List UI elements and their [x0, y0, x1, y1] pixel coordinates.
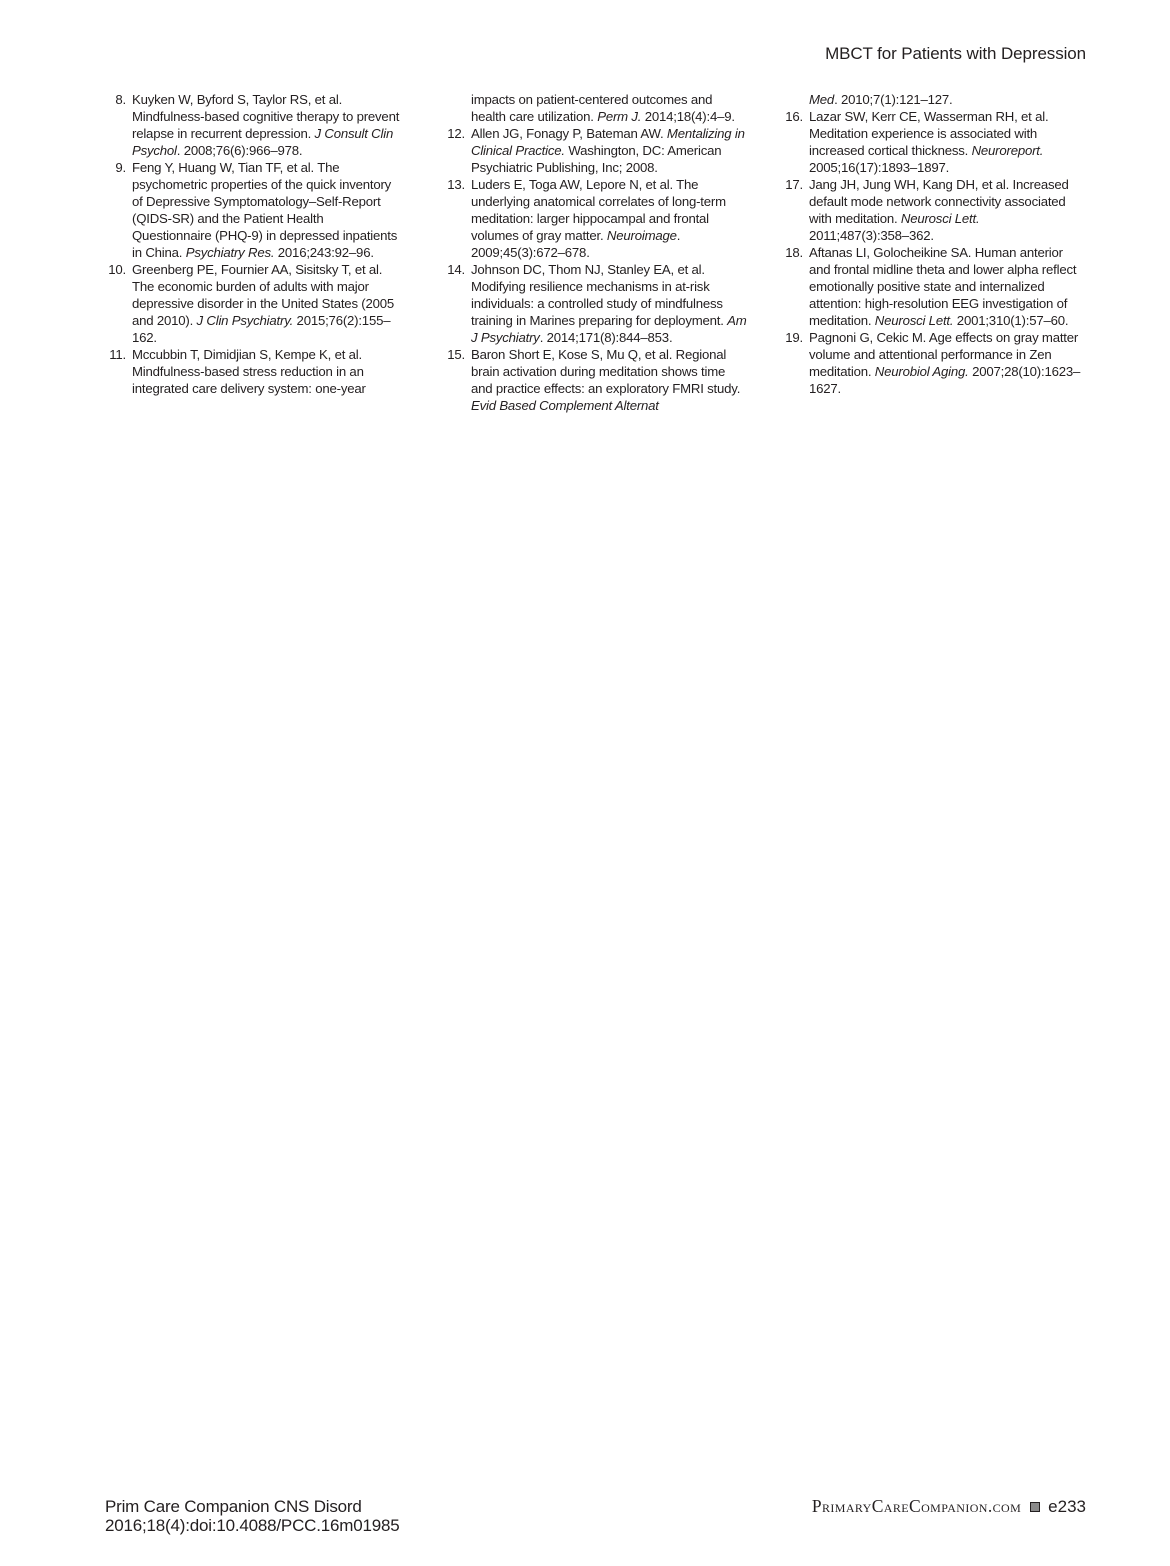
- reference-journal-title: Med: [809, 92, 835, 107]
- reference-item: [443, 346, 749, 414]
- reference-journal-title: Evid Based Complement Alternat: [471, 398, 659, 413]
- reference-text: impacts on patient-centered outcomes and health care utilization.: [471, 92, 713, 124]
- reference-text: 2011;487(3):358–362.: [809, 228, 934, 243]
- reference-item: [104, 346, 404, 397]
- reference-item: [781, 176, 1081, 244]
- reference-journal-title: J Consult Clin Psychol: [132, 126, 394, 158]
- footer-citation: [105, 1497, 400, 1535]
- reference-number: 17.: [785, 177, 803, 192]
- reference-text: 2001;310(1):57–60.: [953, 313, 1069, 328]
- reference-text: Baron Short E, Kose S, Mu Q, et al. Regional brain activation during meditation shows time and practice effects: an exploratory FMRI study.: [471, 347, 741, 396]
- reference-journal-title: Perm J.: [597, 109, 642, 124]
- reference-item: [443, 176, 749, 261]
- reference-column-1: [104, 91, 404, 397]
- footer-site-link[interactable]: PrimaryCareCompanion.com: [811, 1496, 1022, 1516]
- reference-item: [443, 261, 749, 346]
- reference-text: . 2010;7(1):121–127.: [834, 92, 953, 107]
- reference-item: [781, 108, 1081, 176]
- reference-item: [443, 125, 749, 176]
- reference-text: 2014;18(4):4–9.: [641, 109, 735, 124]
- reference-journal-title: Neurosci Lett.: [900, 211, 980, 226]
- reference-number: 9.: [115, 160, 126, 175]
- reference-item: [443, 91, 749, 125]
- reference-text: Kuyken W, Byford S, Taylor RS, et al. Mindfulness-based cognitive therapy to prevent relapse in recurrent depression.: [132, 92, 400, 141]
- reference-journal-title: Mentalizing in Clinical Practice.: [471, 126, 745, 158]
- reference-text: Mccubbin T, Dimidjian S, Kempe K, et al. Mindfulness-based stress reduction in an integrated care delivery system: one-year: [132, 347, 366, 396]
- reference-text: Aftanas LI, Golocheikine SA. Human anterior and frontal midline theta and lower alpha reflect emotionally positive state and internalized attention: high-resolution EEG investigation of meditation.: [809, 245, 1077, 328]
- reference-item: [781, 91, 1081, 108]
- reference-number: 18.: [785, 245, 803, 260]
- reference-text: Pagnoni G, Cekic M. Age effects on gray matter volume and attentional performance in Zen meditation.: [809, 330, 1079, 379]
- separator-square-icon: [1030, 1502, 1040, 1512]
- reference-text: Johnson DC, Thom NJ, Stanley EA, et al. Modifying resilience mechanisms in at-risk individuals: a controlled study of mindfulness training in Marines preparing for deployment.: [471, 262, 728, 328]
- reference-item: [104, 261, 404, 346]
- reference-text: 2016;243:92–96.: [274, 245, 374, 260]
- reference-number: 14.: [447, 262, 465, 277]
- reference-item: [104, 91, 404, 159]
- reference-number: 13.: [447, 177, 465, 192]
- reference-text: . 2008;76(6):966–978.: [176, 143, 303, 158]
- reference-journal-title: Am J Psychiatry: [471, 313, 747, 345]
- reference-item: [104, 159, 404, 261]
- footer-journal-name: Prim Care Companion CNS Disord: [105, 1497, 362, 1516]
- page-number: e233: [1048, 1497, 1086, 1516]
- reference-journal-title: Psychiatry Res.: [185, 245, 275, 260]
- reference-number: 11.: [109, 347, 126, 362]
- reference-text: . 2014;171(8):844–853.: [539, 330, 673, 345]
- reference-item: [781, 244, 1081, 329]
- reference-text: Washington, DC: American Psychiatric Publishing, Inc; 2008.: [471, 143, 722, 175]
- reference-text: 2007;28(10):1623–1627.: [809, 364, 1081, 396]
- reference-number: 19.: [785, 330, 803, 345]
- reference-column-3: [781, 91, 1081, 397]
- reference-text: . 2009;45(3):672–678.: [471, 228, 681, 260]
- reference-journal-title: J Clin Psychiatry.: [196, 313, 294, 328]
- reference-number: 15.: [447, 347, 465, 362]
- reference-journal-title: Neuroimage: [606, 228, 677, 243]
- reference-text: 2005;16(17):1893–1897.: [809, 160, 950, 175]
- reference-column-2: [443, 91, 749, 414]
- reference-number: 8.: [115, 92, 126, 107]
- reference-text: Luders E, Toga AW, Lepore N, et al. The underlying anatomical correlates of long-term meditation: larger hippocampal and frontal volumes of gray matter.: [471, 177, 726, 243]
- reference-text: Greenberg PE, Fournier AA, Sisitsky T, et al. The economic burden of adults with major depressive disorder in the United States (2005 and 2010).: [132, 262, 395, 328]
- footer-right: [812, 1497, 1086, 1516]
- reference-text: Jang JH, Jung WH, Kang DH, et al. Increased default mode network connectivity associated with meditation.: [809, 177, 1069, 226]
- reference-text: Allen JG, Fonagy P, Bateman AW.: [471, 126, 667, 141]
- reference-number: 10.: [108, 262, 126, 277]
- reference-text: Lazar SW, Kerr CE, Wasserman RH, et al. Meditation experience is associated with increased cortical thickness.: [809, 109, 1049, 158]
- reference-text: 2015;76(2):155–162.: [132, 313, 391, 345]
- reference-item: [781, 329, 1081, 397]
- reference-journal-title: Neurosci Lett.: [874, 313, 954, 328]
- reference-journal-title: Neurobiol Aging.: [874, 364, 969, 379]
- reference-number: 16.: [785, 109, 803, 124]
- running-head: MBCT for Patients with Depression: [825, 44, 1086, 63]
- reference-journal-title: Neuroreport.: [971, 143, 1044, 158]
- reference-number: 12.: [447, 126, 465, 141]
- reference-text: Feng Y, Huang W, Tian TF, et al. The psychometric properties of the quick inventory of Depressive Symptomatology–Self-Report (QIDS-SR) and the Patient Health Questionnaire (PHQ-9) in depressed inpatients in China.: [132, 160, 398, 260]
- footer-doi: 2016;18(4):doi:10.4088/PCC.16m01985: [105, 1516, 400, 1535]
